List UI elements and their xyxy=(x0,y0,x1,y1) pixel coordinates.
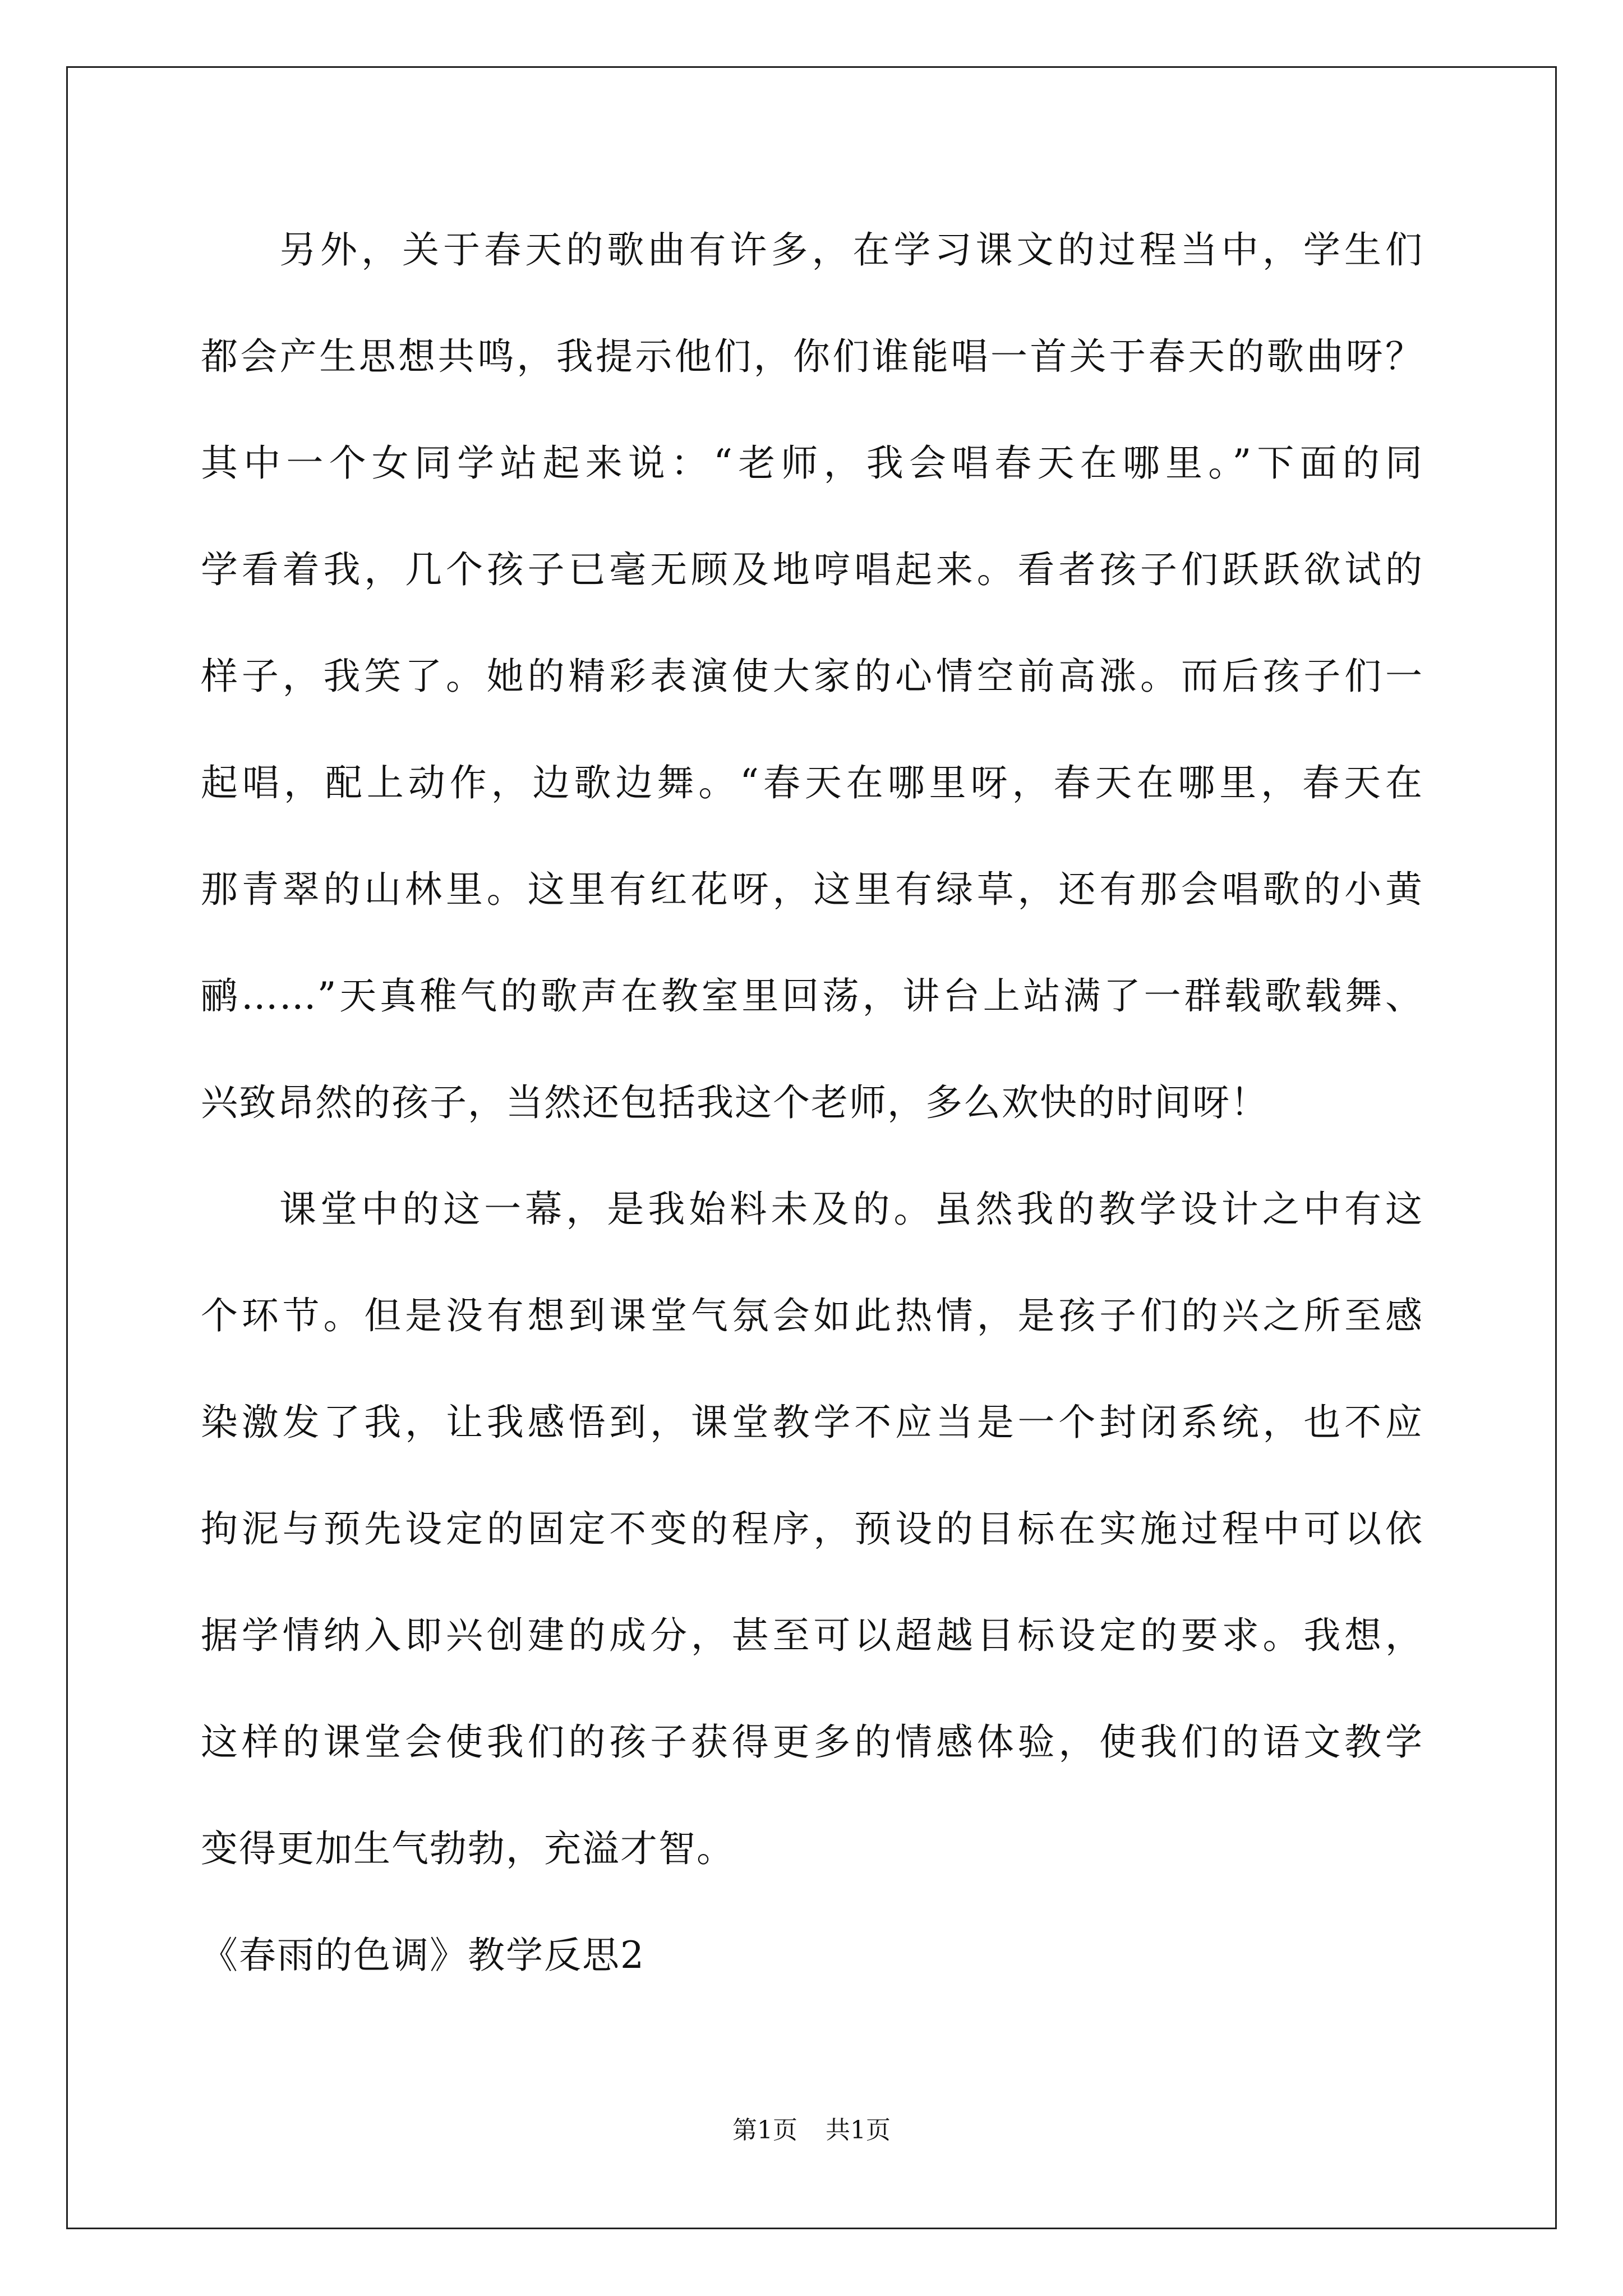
text-line: 兴致昂然的孩子，当然还包括我这个老师，多么欢快的时间呀！ xyxy=(201,1081,1269,1124)
paragraph-2 xyxy=(201,1184,1423,1930)
text-line: 其中一个女同学站起来说：“老师，我会唱春天在哪里。”下面的同 xyxy=(201,441,1423,485)
page-footer xyxy=(0,2115,1623,2146)
text-line: 另外，关于春天的歌曲有许多，在学习课文的过程当中，学生们 xyxy=(279,228,1423,272)
text-line: 都会产生思想共鸣，我提示他们，你们谁能唱一首关于春天的歌曲呀？ xyxy=(201,335,1423,378)
text-line: 学看着我，几个孩子已毫无顾及地哼唱起来。看者孩子们跃跃欲试的 xyxy=(201,548,1423,591)
text-line: 变得更加生气勃勃，充溢才智。 xyxy=(201,1827,735,1870)
text-line: 起唱，配上动作，边歌边舞。“春天在哪里呀，春天在哪里，春天在 xyxy=(201,761,1423,804)
text-line: 那青翠的山林里。这里有红花呀，这里有绿草，还有那会唱歌的小黄 xyxy=(201,868,1423,911)
text-line: 样子，我笑了。她的精彩表演使大家的心情空前高涨。而后孩子们一 xyxy=(201,655,1423,698)
text-line: 据学情纳入即兴创建的成分，甚至可以超越目标设定的要求。我想， xyxy=(201,1614,1423,1657)
text-line: 个环节。但是没有想到课堂气氛会如此热情，是孩子们的兴之所至感 xyxy=(201,1294,1423,1337)
text-line: 这样的课堂会使我们的孩子获得更多的情感体验，使我们的语文教学 xyxy=(201,1720,1423,1764)
text-line: 染激发了我，让我感悟到，课堂教学不应当是一个封闭系统，也不应 xyxy=(201,1401,1423,1444)
page-total: 共1页 xyxy=(826,2116,891,2145)
text-line: 拘泥与预先设定的固定不变的程序，预设的目标在实施过程中可以依 xyxy=(201,1507,1423,1550)
page-number: 第1页 xyxy=(732,2116,797,2145)
paragraph-1 xyxy=(201,224,1423,1184)
text-line: 课堂中的这一幕，是我始料未及的。虽然我的教学设计之中有这 xyxy=(279,1188,1423,1231)
document-body xyxy=(201,224,1423,2036)
text-line: 鹂……”天真稚气的歌声在教室里回荡，讲台上站满了一群载歌载舞、 xyxy=(201,974,1423,1018)
section-heading: 《春雨的色调》教学反思2 xyxy=(201,1934,645,1977)
